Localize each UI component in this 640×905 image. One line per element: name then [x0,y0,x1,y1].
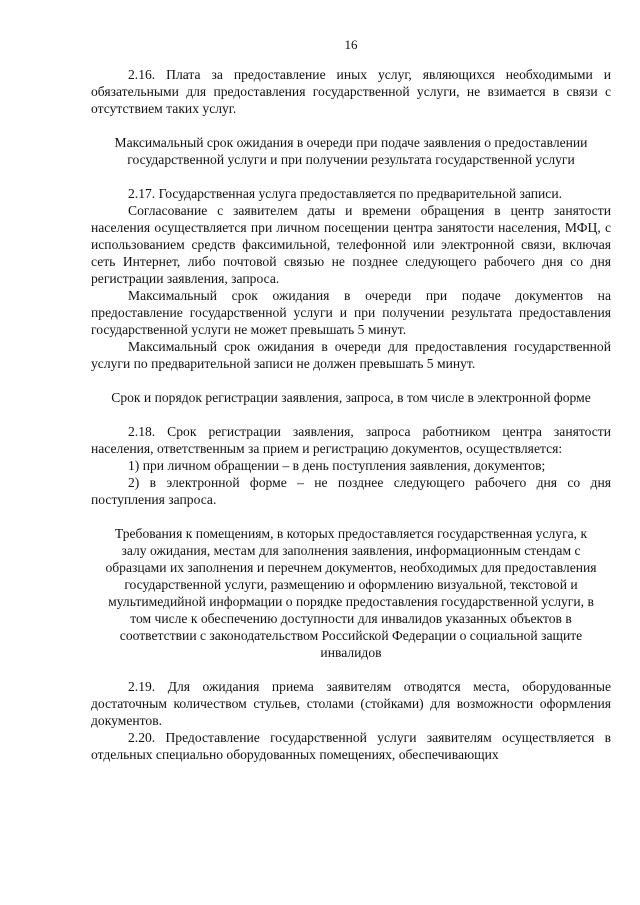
section-heading-registration: Срок и порядок регистрации заявления, запроса, в том числе в электронной форме [111,390,591,405]
paragraph-max-wait-documents: Максимальный срок ожидания в очереди при подаче документов на предоставление государственной услуги и при получении результата предоставления государственной услуги не может превышать 5 минут. [91,288,611,337]
paragraph-max-wait-appointment: Максимальный срок ожидания в очереди для предоставления государственной услуги по предварительной записи не должен превышать 5 минут. [91,339,611,371]
paragraph-appointment-coordination: Согласование с заявителем даты и времени обращения в центр занятости населения осуществляется при личном посещении центра занятости населения, МФЦ, с использованием средств факсимильной, телефонной или электронной связи, включая сеть Интернет, либо почтовой связью не позднее следующего рабочего дня со дня регистрации заявления, запроса. [91,203,611,286]
section-heading-waiting-time: Максимальный срок ожидания в очереди при подаче заявления о предоставлении государственной услуги и при получении результата государственной услуги [114,135,588,167]
document-body [91,66,611,763]
paragraph-2-17: 2.17. Государственная услуга предоставляется по предварительной записи. [128,186,563,201]
section-heading-premises-requirements: Требования к помещениям, в которых предоставляется государственная услуга, к залу ожидания, местам для заполнения заявления, информационным стендам с образцами их заполнения и перечнем документов, необходимых для предоставления государственной услуги, размещению и оформлению визуальной, текстовой и мультимедийной информации о порядке предоставления государственной услуги, в том числе к обеспечению доступности для инвалидов указанных объектов в соответствии с законодательством Российской Федерации о социальной защите инвалидов [105,526,597,660]
paragraph-2-18: 2.18. Срок регистрации заявления, запроса работником центра занятости населения, ответственным за прием и регистрацию документов, осуществляется: [91,424,611,456]
list-item-electronic-form: 2) в электронной форме – не позднее следующего рабочего дня со дня поступления запроса. [91,475,611,507]
paragraph-2-19: 2.19. Для ожидания приема заявителям отводятся места, оборудованные достаточным количеством стульев, столами (стойками) для возможности оформления документов. [91,679,611,728]
page-number: 16 [344,37,358,52]
paragraph-2-16: 2.16. Плата за предоставление иных услуг, являющихся необходимыми и обязательными для предоставления государственной услуги, не взимается в связи с отсутствием таких услуг. [91,67,611,116]
list-item-personal-visit: 1) при личном обращении – в день поступления заявления, документов; [128,458,546,473]
paragraph-2-20: 2.20. Предоставление государственной услуги заявителям осуществляется в отдельных специально оборудованных помещениях, обеспечивающих [91,730,611,762]
